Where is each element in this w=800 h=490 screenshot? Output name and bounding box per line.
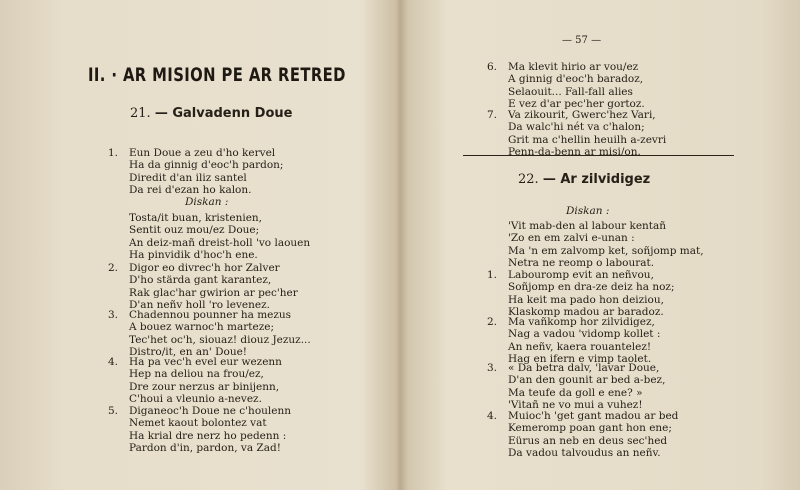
verse-1	[487, 269, 675, 319]
verse-line: Ha keit ma pado hon deiziou,	[508, 293, 664, 306]
hymn-title: — Ar zilvidigez	[542, 172, 651, 187]
hymn-title: — Galvadenn Doue	[154, 106, 293, 121]
verse-line: 'Vit mab-den al labour kentañ	[508, 220, 667, 232]
verse-line: Dre zour nerzus ar binijenn,	[129, 380, 280, 393]
verse-line: Ma 'n em zalvomp ket, soñjomp mat,	[508, 244, 704, 257]
verse-line: Diganeoc'h Doue ne c'houlenn	[129, 405, 292, 417]
verse-line: Ha krial dre nerz ho pedenn :	[129, 429, 287, 442]
verse-number: 5.	[108, 405, 119, 417]
verse-line: Da walc'hi nét va c'halon;	[508, 121, 645, 134]
verse-7	[487, 109, 666, 159]
verse-line: Kemeromp poan gant hon ene;	[508, 422, 672, 435]
verse-line: Hep na deliou na frou/ez,	[129, 368, 264, 381]
verse-line: D'an neñv holl 'ro levenez.	[129, 299, 270, 312]
verse-line: Pardon d'in, pardon, va Zad!	[129, 442, 281, 455]
verse-line: D'an den gounit ar bed a-bez,	[508, 374, 666, 387]
verse-line: An neñv, kaera rouantelez!	[508, 340, 652, 353]
verse-line: Chadennou pounner ha mezus	[129, 309, 292, 321]
verse-number: 3.	[487, 362, 498, 374]
verse-number: 1.	[487, 269, 498, 281]
verse-line: Nag a vadou 'vidomp kollet :	[508, 328, 661, 341]
verse-3	[108, 309, 311, 359]
verse-line: Hag en ifern e vimp taolet.	[508, 353, 652, 366]
section-title: II. · AR MISION PE AR RETRED	[88, 64, 346, 86]
verse-number: 6.	[487, 61, 498, 73]
verse-line: Da vadou talvoudus an neñv.	[508, 447, 661, 460]
verse-line: Labouromp evit an neñvou,	[508, 269, 654, 281]
verse-line: Ma teufe da goll e ene? »	[508, 386, 643, 399]
verse-number: 1.	[108, 147, 119, 159]
verse-line: Sentit ouz mou/ez Doue;	[129, 224, 260, 237]
verse-line: Ma vañkomp hor zilvidigez,	[508, 316, 655, 328]
verse-line: Penn-da-benn ar misi/on.	[508, 146, 641, 159]
verse-line: Muioc'h 'get gant madou ar bed	[508, 410, 679, 422]
verse-line: A bouez warnoc'h marteze;	[129, 321, 274, 334]
hymn-22-heading	[518, 172, 650, 187]
verse-4	[108, 356, 282, 406]
verse-line: Ma klevit hirio ar vou/ez	[508, 61, 639, 73]
section-divider	[463, 155, 734, 156]
verse-line: Netra ne reomp o labourat.	[508, 257, 655, 270]
verse-line: 'Zo en em zalvi e-unan :	[508, 232, 635, 245]
verse-line: Eürus an neb en deus sec'hed	[508, 434, 668, 447]
verse-line: D'ho stärda gant karantez,	[129, 274, 272, 287]
verse-line: Eun Doue a zeu d'ho kervel	[129, 147, 276, 159]
hymn-21-heading	[130, 106, 292, 121]
verse-line: « Da betra dalv, 'lavar Doue,	[508, 362, 660, 374]
hymn-number: 22.	[518, 172, 539, 187]
verse-1	[108, 147, 283, 197]
diskan-label: Diskan :	[566, 205, 610, 217]
left-page	[0, 0, 398, 490]
verse-line: Ha pinvidik d'hoc'h ene.	[129, 249, 258, 262]
verse-line: Distro/it, en an' Doue!	[129, 346, 248, 359]
verse-6	[487, 61, 645, 111]
verse-number: 4.	[108, 356, 119, 368]
verse-line: Va zikourit, Gwerc'hez Vari,	[508, 109, 656, 121]
hymn-number: 21.	[130, 106, 151, 121]
verse-number: 3.	[108, 309, 119, 321]
verse-line: Rak glac'har gwirion ar pec'her	[129, 286, 298, 299]
verse-number: 4.	[487, 410, 498, 422]
page-number: — 57 —	[562, 35, 602, 46]
verse-line: 'Vitañ ne vo mui a vuhez!	[508, 399, 643, 412]
verse-line: An deiz-mañ dreist-holl 'vo laouen	[129, 236, 311, 249]
diskan-refrain	[487, 220, 704, 270]
verse-5	[108, 405, 291, 455]
verse-2	[108, 262, 298, 312]
verse-line: Ha da ginnig d'eoc'h pardon;	[129, 159, 284, 172]
verse-number: 2.	[108, 262, 119, 274]
verse-line: E vez d'ar pec'her gortoz.	[508, 98, 645, 111]
verse-line: Ha pa vec'h evel eur wezenn	[129, 356, 282, 368]
verse-3	[487, 362, 665, 412]
verse-line: Grit ma c'hellin heuilh a-zevri	[508, 133, 667, 146]
verse-number: 2.	[487, 316, 498, 328]
verse-line: Nemet kaout bolontez vat	[129, 417, 267, 430]
verse-line: Soñjomp en dra-ze deiz ha noz;	[508, 281, 675, 294]
verse-line: Selaouit... Fall-fall alies	[508, 85, 633, 98]
verse-line: Tosta/it buan, kristenien,	[129, 212, 263, 224]
verse-line: Klaskomp madou ar baradoz.	[508, 306, 664, 319]
verse-4	[487, 410, 678, 460]
verse-number: 7.	[487, 109, 498, 121]
diskan-refrain	[108, 212, 310, 262]
diskan-label: Diskan :	[185, 196, 229, 208]
verse-line: Diredit d'an iliz santel	[129, 171, 247, 184]
verse-line: A ginnig d'eoc'h baradoz,	[508, 73, 644, 86]
verse-line: Da rei d'ezan ho kalon.	[129, 184, 252, 197]
verse-line: Digor eo divrec'h hor Zalver	[129, 262, 280, 274]
verse-2	[487, 316, 660, 366]
verse-line: C'houi a vleunio a-nevez.	[129, 393, 262, 406]
verse-line: Tec'het oc'h, siouaz! diouz Jezuz...	[129, 333, 311, 346]
